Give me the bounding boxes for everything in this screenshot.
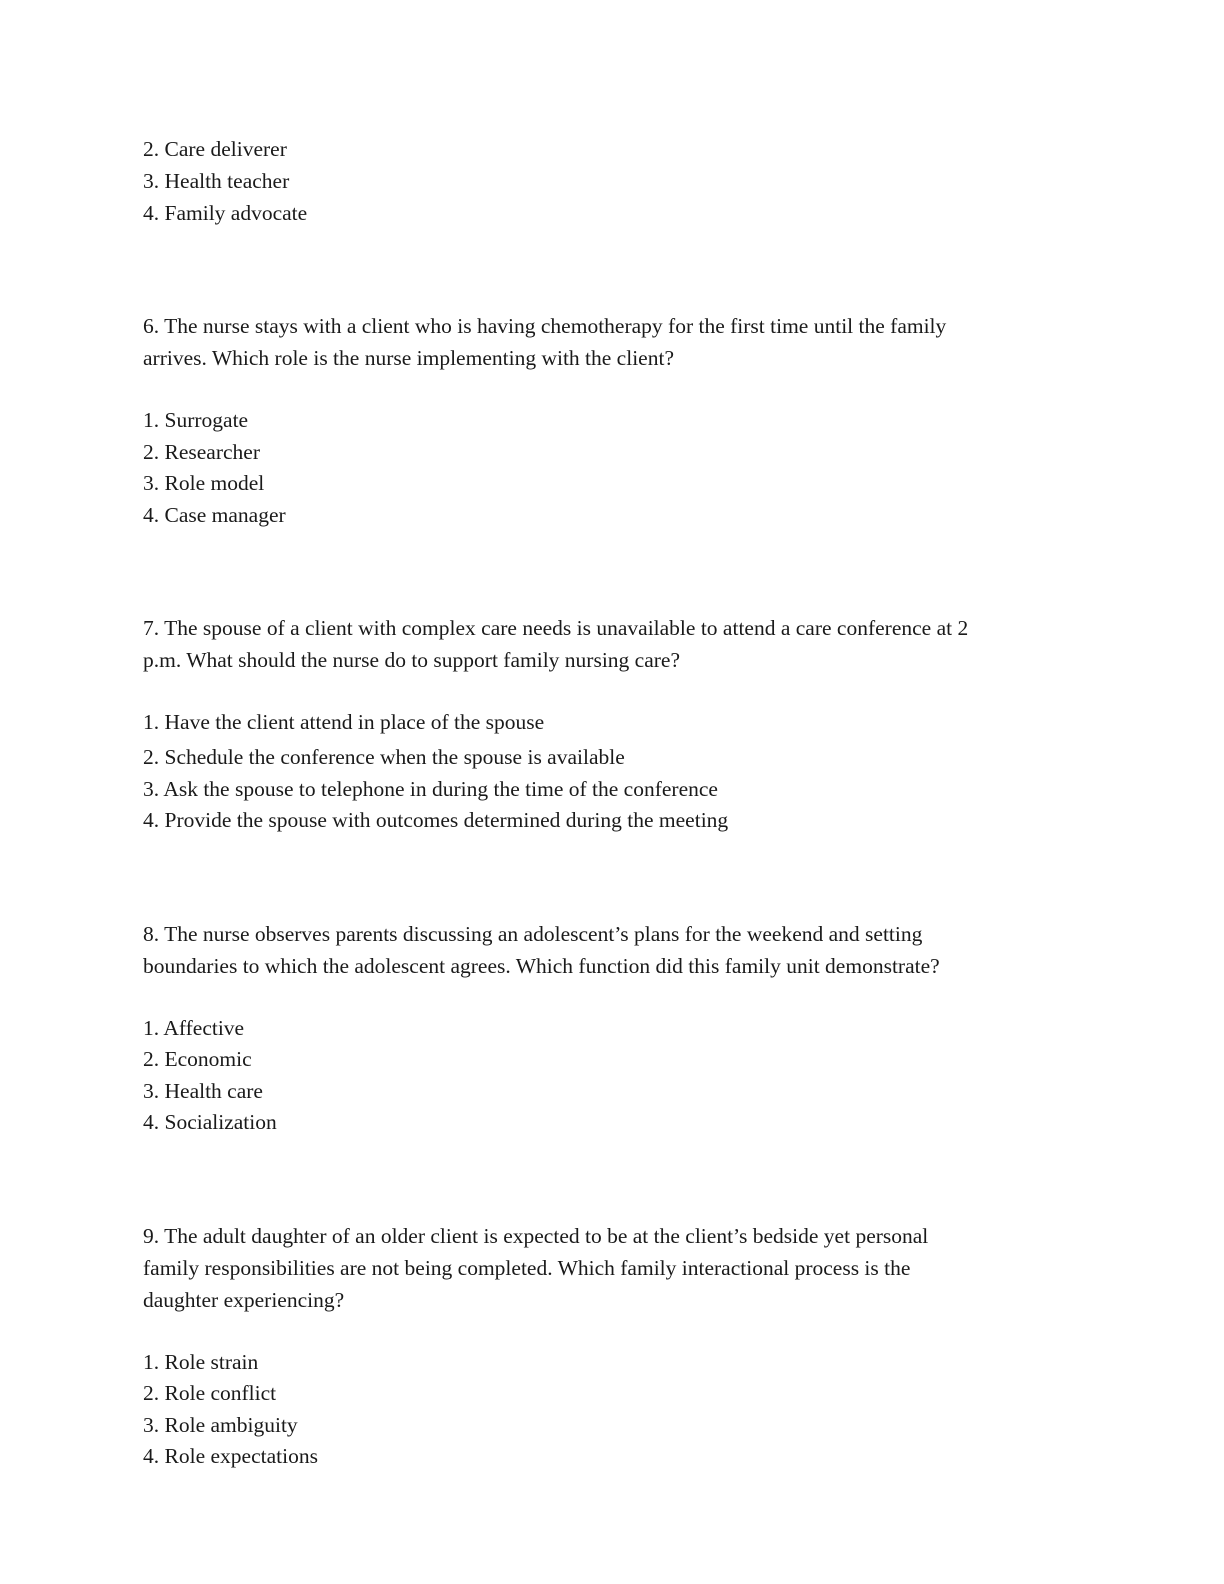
question-7-stem: 7. The spouse of a client with complex care needs is unavailable to attend a care conference at 2 [143, 616, 969, 640]
question-9-option: 1. Role strain [143, 1350, 259, 1374]
question-6-option: 1. Surrogate [143, 408, 249, 432]
question-8-stem: 8. The nurse observes parents discussing an adolescent’s plans for the weekend and setting [143, 922, 923, 946]
question-7-option: 4. Provide the spouse with outcomes determined during the meeting [143, 808, 729, 832]
question-6-stem: arrives. Which role is the nurse implementing with the client? [143, 346, 674, 370]
question-8-stem: boundaries to which the adolescent agrees. Which function did this family unit demonstrate? [143, 954, 940, 978]
question-6-option: 3. Role model [143, 471, 265, 495]
question-9-stem: family responsibilities are not being completed. Which family interactional process is the [143, 1256, 911, 1280]
question-8-option: 2. Economic [143, 1047, 252, 1071]
carryover-option: 4. Family advocate [143, 201, 308, 225]
question-8-option: 1. Affective [143, 1016, 245, 1040]
question-7-option: 1. Have the client attend in place of the spouse [143, 710, 545, 734]
carryover-option: 3. Health teacher [143, 169, 290, 193]
question-9-option: 4. Role expectations [143, 1444, 318, 1468]
question-8-option: 3. Health care [143, 1079, 263, 1103]
question-8-option: 4. Socialization [143, 1110, 277, 1134]
question-6-stem: 6. The nurse stays with a client who is having chemotherapy for the first time until the family [143, 314, 947, 338]
question-9-option: 3. Role ambiguity [143, 1413, 298, 1437]
question-7-option: 3. Ask the spouse to telephone in during the time of the conference [143, 777, 718, 801]
question-7-option: 2. Schedule the conference when the spouse is available [143, 745, 625, 769]
question-9-option: 2. Role conflict [143, 1381, 277, 1405]
carryover-option: 2. Care deliverer [143, 137, 287, 161]
question-9-stem: daughter experiencing? [143, 1288, 345, 1312]
question-6-option: 4. Case manager [143, 503, 286, 527]
question-9-stem: 9. The adult daughter of an older client is expected to be at the client’s bedside yet personal [143, 1224, 929, 1248]
question-7-stem: p.m. What should the nurse do to support family nursing care? [143, 648, 680, 672]
question-6-option: 2. Researcher [143, 440, 260, 464]
